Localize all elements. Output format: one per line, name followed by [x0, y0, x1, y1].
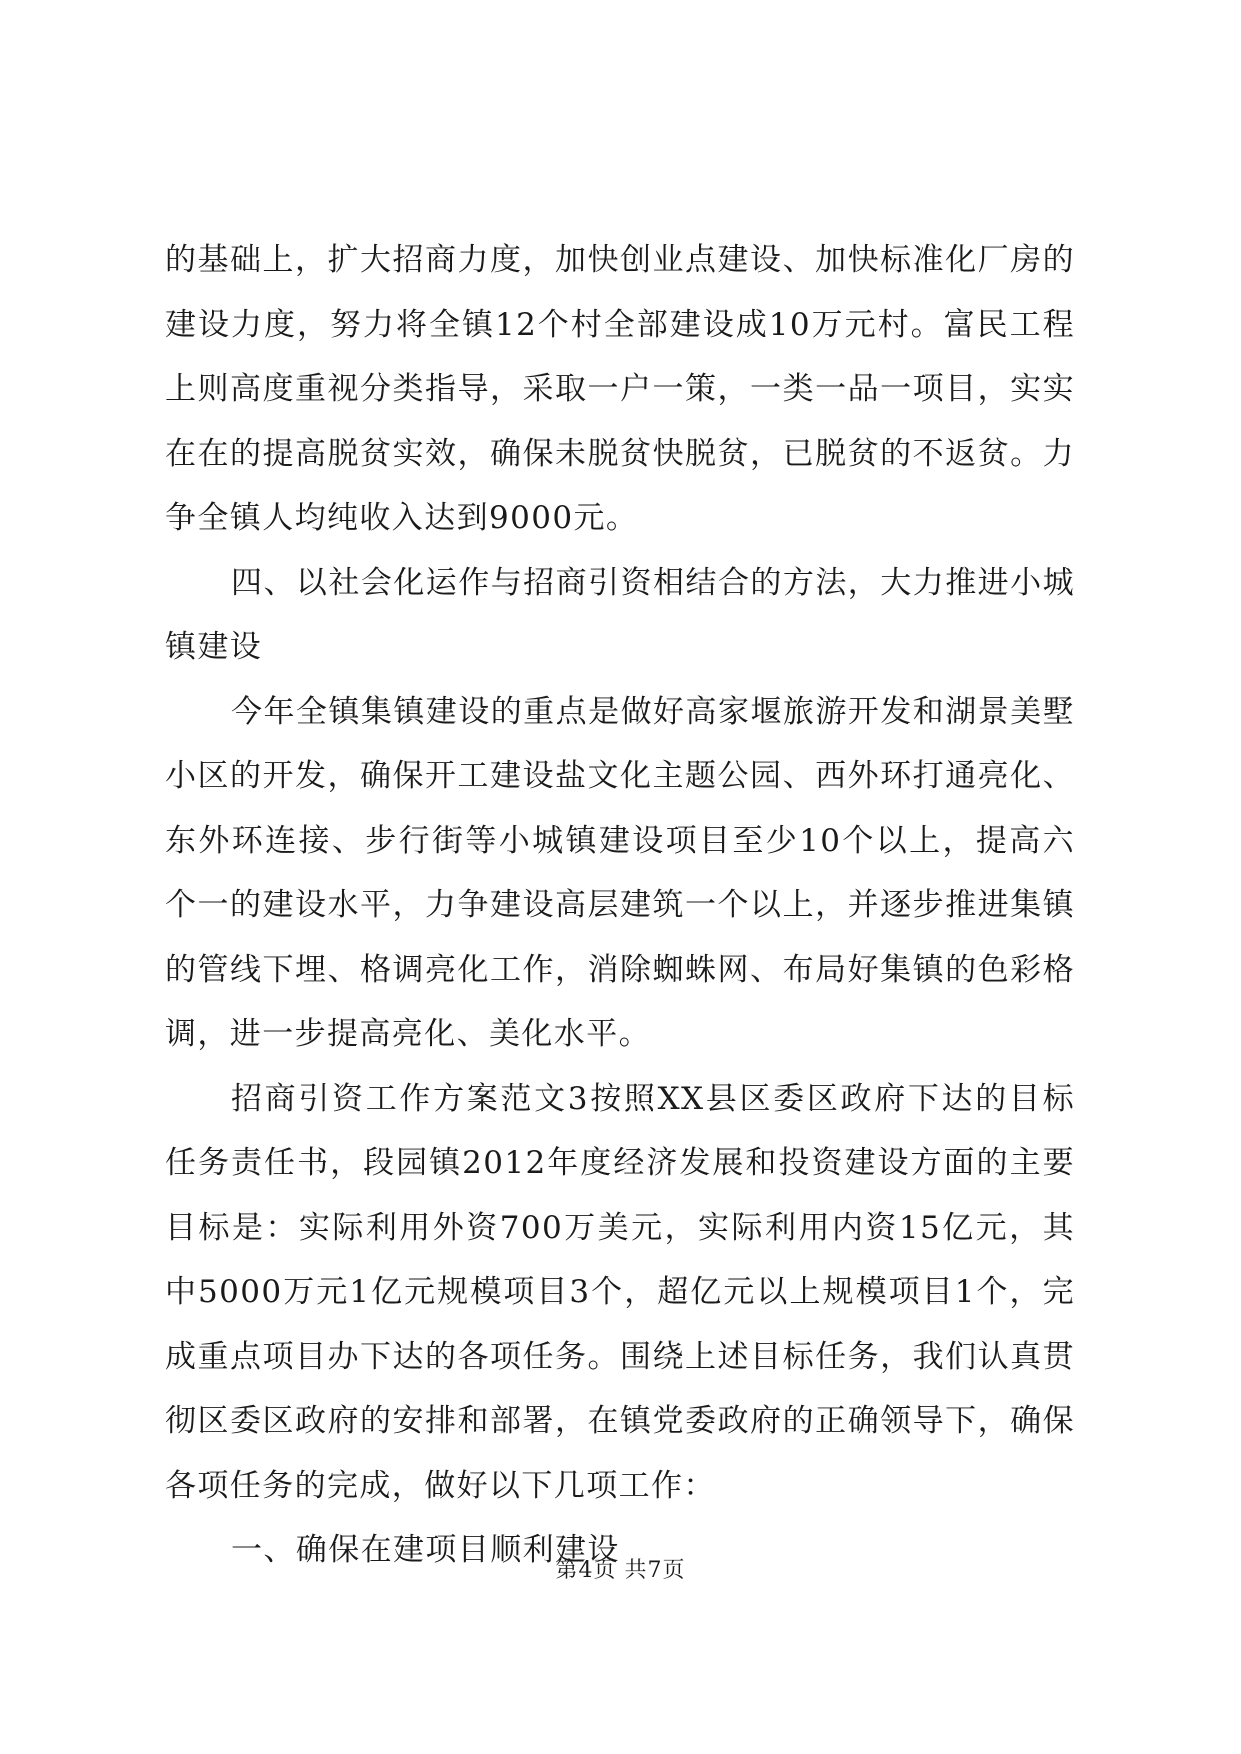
document-body: [165, 228, 1075, 1583]
paragraph-continuation: 的基础上，扩大招商力度，加快创业点建设、加快标准化厂房的建设力度，努力将全镇12个村全部建设成10万元村。富民工程上则高度重视分类指导，采取一户一策，一类一品一项目，实实在在的提高脱贫实效，确保未脱贫快脱贫，已脱贫的不返贫。力争全镇人均纯收入达到9000元。: [165, 242, 1075, 536]
paragraph-investment-plan: 招商引资工作方案范文3按照XX县区委区政府下达的目标任务责任书，段园镇2012年度经济发展和投资建设方面的主要目标是：实际利用外资700万美元，实际利用内资15亿元，其中5000万元1亿元规模项目3个，超亿元以上规模项目1个，完成重点项目办下达的各项任务。围绕上述目标任务，我们认真贯彻区委区政府的安排和部署，在镇党委政府的正确领导下，确保各项任务的完成，做好以下几项工作：: [165, 1080, 1075, 1504]
page-number-footer: 第4页 共7页: [555, 1558, 686, 1583]
section-heading-four: 四、以社会化运作与招商引资相结合的方法，大力推进小城镇建设: [165, 564, 1075, 665]
paragraph-town-construction: 今年全镇集镇建设的重点是做好高家堰旅游开发和湖景美墅小区的开发，确保开工建设盐文化主题公园、西外环打通亮化、东外环连接、步行街等小城镇建设项目至少10个以上，提高六个一的建设水平，力争建设高层建筑一个以上，并逐步推进集镇的管线下埋、格调亮化工作，消除蜘蛛网、布局好集镇的色彩格调，进一步提高亮化、美化水平。: [165, 693, 1075, 1052]
section-heading-one: 一、确保在建项目顺利建设: [231, 1532, 620, 1568]
